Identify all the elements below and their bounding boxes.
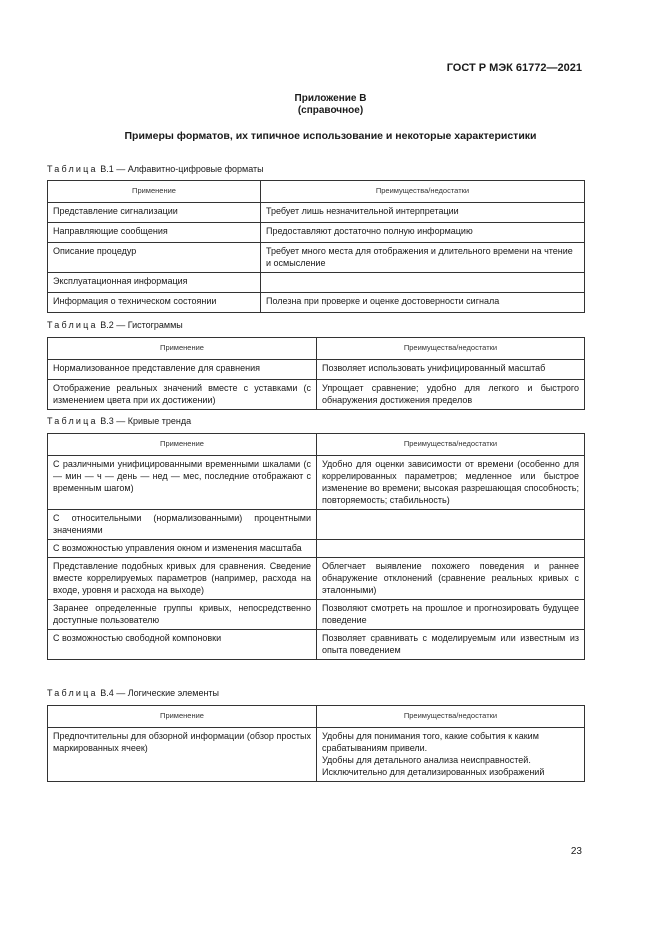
table-caption xyxy=(47,164,264,174)
table-caption-text: В.3 — Кривые тренда xyxy=(97,416,192,426)
table-caption-text: В.2 — Гистограммы xyxy=(97,320,183,330)
usage-cell: Предпочтительны для обзорной информации (обзор простых маркированных ячеек) xyxy=(48,728,317,782)
table-row xyxy=(48,360,585,380)
table-caption xyxy=(47,416,191,426)
table-row xyxy=(48,203,585,223)
pros-cons-cell: Удобно для оценки зависимости от времени (особенно для коррелированных параметров; медленное или быстрое изменение во времени; высокая разрешающая способность; повторяемость; стабильность) xyxy=(317,456,585,510)
usage-cell: Описание процедур xyxy=(48,243,261,273)
pros-cons-cell: Требует много места для отображения и длительного времени на чтение и осмысление xyxy=(261,243,585,273)
table-row xyxy=(48,293,585,313)
table-row xyxy=(48,273,585,293)
usage-cell: Эксплуатационная информация xyxy=(48,273,261,293)
column-header-usage: Применение xyxy=(48,338,317,360)
table-row xyxy=(48,600,585,630)
table-b2 xyxy=(47,337,585,410)
table-row xyxy=(48,223,585,243)
usage-cell: С относительными (нормализованными) процентными значениями xyxy=(48,510,317,540)
table-b4 xyxy=(47,705,585,782)
table-row xyxy=(48,456,585,510)
table-caption xyxy=(47,320,183,330)
column-header-usage: Применение xyxy=(48,434,317,456)
page-number: 23 xyxy=(570,846,582,857)
table-caption xyxy=(47,688,219,698)
pros-cons-cell: Позволяет сравнивать с моделируемым или известным из опыта поведением xyxy=(317,630,585,660)
usage-cell: С различными унифицированными временными шкалами (с — мин — ч — день — нед — мес, последние отображают с временным шагом) xyxy=(48,456,317,510)
appendix-title: Приложение В xyxy=(294,93,367,104)
table-row xyxy=(48,630,585,660)
pros-cons-cell: Упрощает сравнение; удобно для легкого и быстрого обнаружения достижения пределов xyxy=(317,380,585,410)
pros-cons-cell: Предоставляют достаточно полную информацию xyxy=(261,223,585,243)
table-row xyxy=(48,558,585,600)
pros-cons-cell xyxy=(317,510,585,540)
appendix-subtitle: (справочное) xyxy=(297,105,364,116)
pros-cons-cell: Требует лишь незначительной интерпретации xyxy=(261,203,585,223)
column-header-pros-cons: Преимущества/недостатки xyxy=(317,434,585,456)
table-caption-text: В.1 — Алфавитно-цифровые форматы xyxy=(97,164,264,174)
column-header-usage: Применение xyxy=(48,706,317,728)
usage-cell: Отображение реальных значений вместе с уставками (с изменением цвета при их достижении) xyxy=(48,380,317,410)
table-row xyxy=(48,728,585,782)
column-header-pros-cons: Преимущества/недостатки xyxy=(261,181,585,203)
standard-designation: ГОСТ Р МЭК 61772—2021 xyxy=(446,62,582,74)
pros-cons-cell xyxy=(317,540,585,558)
usage-cell: Представление подобных кривых для сравнения. Сведение вместе коррелируемых параметров (например, расхода на входе, уровня и расхода на выходе) xyxy=(48,558,317,600)
pros-cons-cell: Полезна при проверке и оценке достоверности сигнала xyxy=(261,293,585,313)
pros-cons-cell: Позволяют смотреть на прошлое и прогнозировать будущее поведение xyxy=(317,600,585,630)
usage-cell: С возможностью управления окном и изменения масштаба xyxy=(48,540,317,558)
pros-cons-cell: Позволяет использовать унифицированный масштаб xyxy=(317,360,585,380)
table-caption-prefix: Таблица xyxy=(47,320,98,330)
usage-cell: С возможностью свободной компоновки xyxy=(48,630,317,660)
usage-cell: Представление сигнализации xyxy=(48,203,261,223)
section-title: Примеры форматов, их типичное использование и некоторые характеристики xyxy=(124,130,537,142)
pros-cons-cell: Облегчает выявление похожего поведения и раннее обнаружение отклонений (сравнение реальных кривых с эталонными) xyxy=(317,558,585,600)
pros-cons-cell: Удобны для понимания того, какие события к каким срабатываниям привели. Удобны для детального анализа неисправностей. Исключительно для детализированных изображений xyxy=(317,728,585,782)
table-row xyxy=(48,243,585,273)
table-b1 xyxy=(47,180,585,313)
usage-cell: Информация о техническом состоянии xyxy=(48,293,261,313)
table-caption-text: В.4 — Логические элементы xyxy=(97,688,220,698)
usage-cell: Направляющие сообщения xyxy=(48,223,261,243)
usage-cell: Заранее определенные группы кривых, непосредственно доступные пользователю xyxy=(48,600,317,630)
column-header-pros-cons: Преимущества/недостатки xyxy=(317,338,585,360)
table-row xyxy=(48,510,585,540)
table-row xyxy=(48,380,585,410)
table-caption-prefix: Таблица xyxy=(47,416,98,426)
table-caption-prefix: Таблица xyxy=(47,164,98,174)
table-b3 xyxy=(47,433,585,660)
column-header-pros-cons: Преимущества/недостатки xyxy=(317,706,585,728)
table-row xyxy=(48,540,585,558)
table-caption-prefix: Таблица xyxy=(47,688,98,698)
pros-cons-cell xyxy=(261,273,585,293)
column-header-usage: Применение xyxy=(48,181,261,203)
usage-cell: Нормализованное представление для сравнения xyxy=(48,360,317,380)
